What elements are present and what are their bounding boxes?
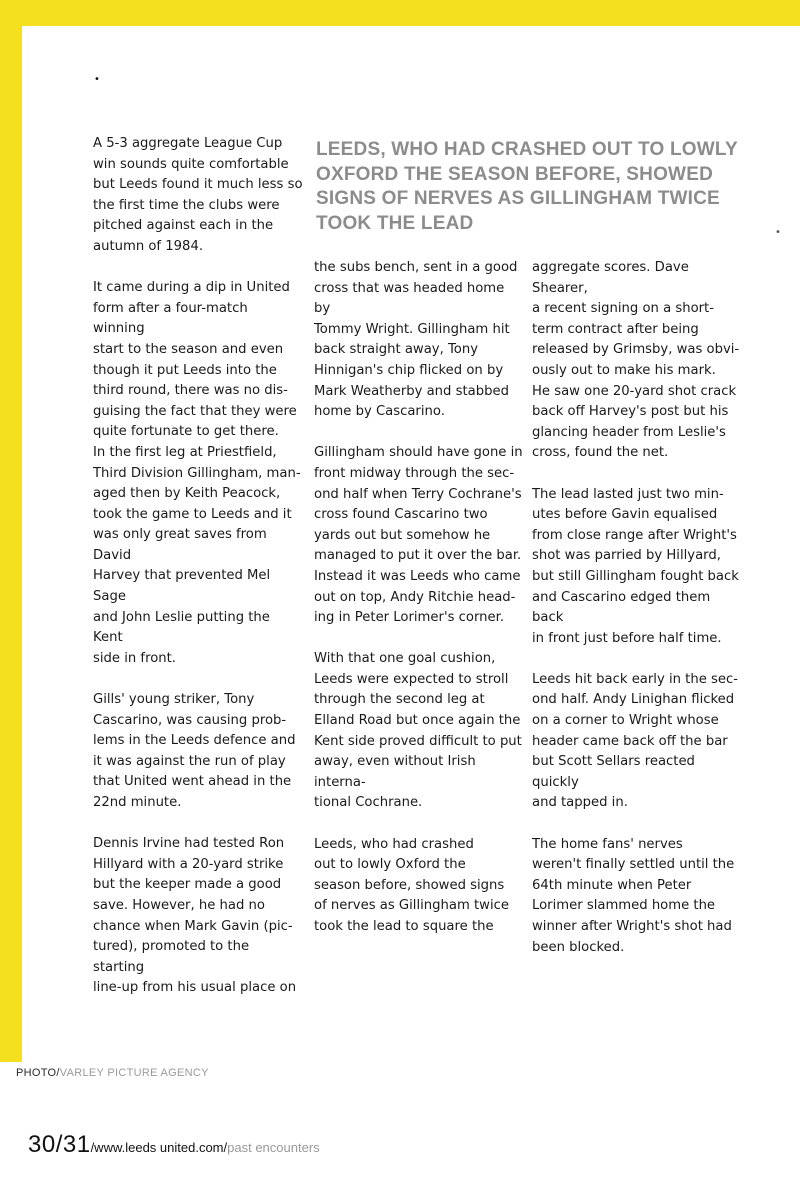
photo-credit-agency: VARLEY PICTURE AGENCY bbox=[59, 1067, 209, 1079]
article-column-2 bbox=[314, 258, 524, 958]
paragraph: Leeds hit back early in the sec- ond half. Andy Linighan flicked on a corner to Wright whose header came back off the bar but Scott Sellars reacted quickly and tapped in. bbox=[532, 671, 739, 811]
footer-section: past encounters bbox=[227, 1140, 320, 1155]
paragraph: The home fans' nerves weren't finally settled until the 64th minute when Peter Lorimer slammed home the winner after Wright's shot had been blocked. bbox=[532, 836, 735, 955]
pull-quote: LEEDS, WHO HAD CRASHED OUT TO LOWLY OXFORD THE SEASON BEFORE, SHOWED SIGNS OF NERVES AS GILLINGHAM TWICE TOOK THE LEAD bbox=[316, 139, 738, 234]
bullet-mark: • bbox=[94, 74, 100, 85]
paragraph: A 5-3 aggregate League Cup win sounds quite comfortable but Leeds found it much less so the first time the clubs were pitched against each in the autumn of 1984. bbox=[93, 136, 303, 254]
paragraph: Dennis Irvine had tested Ron Hillyard with a 20-yard strike but the keeper made a good save. However, he had no chance when Mark Gavin (pic- tured), promoted to the starting line-up from his usual place on bbox=[93, 836, 297, 996]
paragraph: Gills' young striker, Tony Cascarino, was causing prob- lems in the Leeds defence and it was against the run of play that United went ahead in the 22nd minute. bbox=[93, 692, 296, 810]
yellow-border-top bbox=[0, 0, 800, 26]
paragraph: It came during a dip in United form after a four-match winning start to the season and even though it put Leeds into the third round, there was no dis- guising the fact that they were quite fortunate to get there. In the first leg at Priestfield, Third Division Gillingham, man- aged then by Keith Peacock, took the game to Leeds and it was only great saves from David Harvey that prevented Mel Sage and John Leslie putting the Kent side in front. bbox=[93, 280, 301, 666]
photo-credit bbox=[16, 1067, 209, 1079]
page-footer bbox=[28, 1131, 320, 1159]
paragraph: With that one goal cushion, Leeds were expected to stroll through the second leg at Elland Road but once again the Kent side proved difficult to put away, even without Irish interna- tional Cochrane. bbox=[314, 651, 522, 811]
article-column-1 bbox=[93, 134, 303, 1020]
photo-credit-label: PHOTO/ bbox=[16, 1067, 60, 1079]
footer-url: /www.leeds united.com/ bbox=[90, 1140, 228, 1155]
yellow-border-left bbox=[0, 0, 22, 1062]
page-numbers: 30/31 bbox=[28, 1131, 91, 1158]
paragraph: Leeds, who had crashed out to lowly Oxford the season before, showed signs of nerves as Gillingham twice took the lead to square the bbox=[314, 836, 509, 934]
paragraph: the subs bench, sent in a good cross that was headed home by Tommy Wright. Gillingham hit back straight away, Tony Hinnigan's chip flicked on by Mark Weatherby and stabbed home by Cascarino. bbox=[314, 260, 518, 420]
edge-mark: • bbox=[775, 227, 781, 238]
paragraph: aggregate scores. Dave Shearer, a recent signing on a short- term contract after being released by Grimsby, was obvi- ously out to make his mark. He saw one 20-yard shot crack back off Harvey's post but his glancing header from Leslie's cross, found the net. bbox=[532, 260, 740, 461]
article-column-3 bbox=[532, 258, 742, 979]
paragraph: The lead lasted just two min- utes before Gavin equalised from close range after Wright's shot was parried by Hillyard, but still Gillingham fought back and Cascarino edged them back in front just before half time. bbox=[532, 486, 739, 646]
paragraph: Gillingham should have gone in front midway through the sec- ond half when Terry Cochrane's cross found Cascarino two yards out but somehow he managed to put it over the bar. Instead it was Leeds who came out on top, Andy Ritchie head- ing in Peter Lorimer's corner. bbox=[314, 445, 523, 626]
